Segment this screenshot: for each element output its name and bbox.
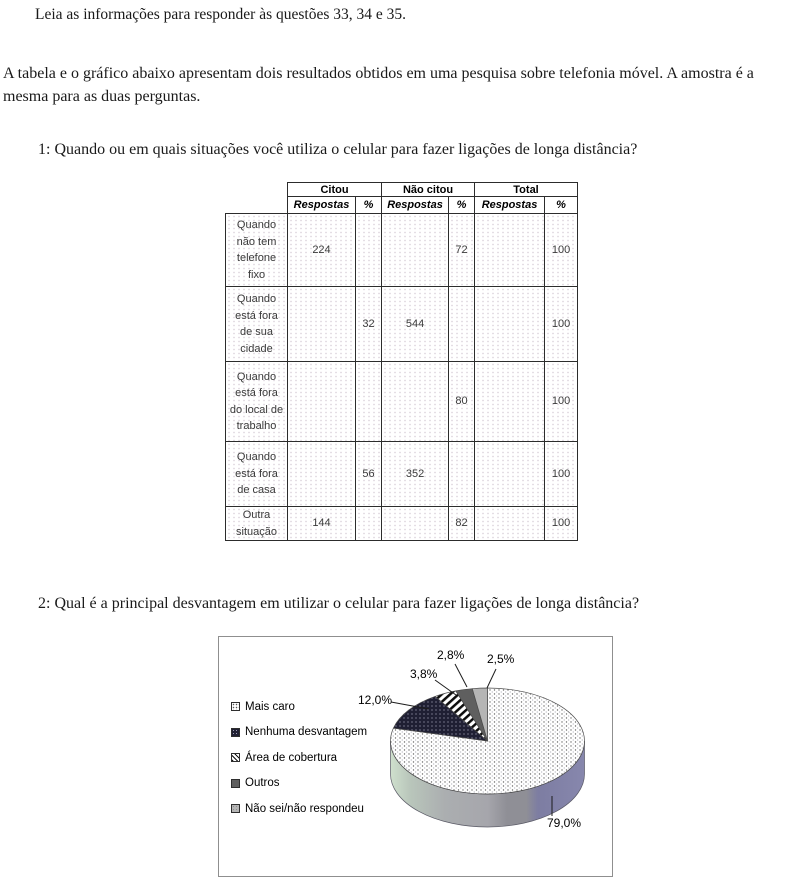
row-label: Quando está fora do local de trabalho [226,362,288,442]
legend-label: Área de cobertura [245,751,338,764]
table-cell [356,507,382,541]
table-cell: 100 [545,507,578,541]
table-cell [288,287,356,362]
table-cell: 72 [449,214,475,287]
legend-swatch-solid-dark-icon [231,779,240,788]
table-cell: 32 [356,287,382,362]
table-cell [475,362,545,442]
survey-table-container [225,182,578,541]
table-cell: 80 [449,362,475,442]
leader-line-2-5pct [487,669,496,688]
table-sub-header-row [226,197,578,214]
table-cell: 82 [449,507,475,541]
table-cell: 56 [356,442,382,507]
row-label: Quando está fora de sua cidade [226,287,288,362]
legend-item-mais-caro [231,694,367,720]
pie-chart-panel [218,636,613,877]
table-corner-cell [226,197,288,214]
pie-slices [390,688,584,794]
table-cell [449,442,475,507]
table-cell [382,507,449,541]
subheader-respostas: Respostas [288,197,356,214]
table-row [226,362,578,442]
intro-text: A tabela e o gráfico abaixo apresentam dois resultados obtidos em uma pesquisa sobre telefonia móvel. A amostra é a mesma para as duas perguntas. [3,65,754,105]
column-group-total: Total [475,183,578,197]
table-cell: 352 [382,442,449,507]
table-cell: 100 [545,362,578,442]
legend-item-area-de-cobertura [231,745,367,771]
question-2: 2: Qual é a principal desvantagem em utilizar o celular para fazer ligações de longa distância? [38,595,640,612]
leader-line-3-8pct [435,680,456,695]
table-row [226,507,578,541]
pie-label-mais-caro: 79,0% [547,816,582,830]
instruction-text: Leia as informações para responder às questões 33, 34 e 35. [35,6,407,23]
column-group-nao-citou: Não citou [382,183,475,197]
table-cell [475,287,545,362]
row-label: Quando não tem telefone fixo [226,214,288,287]
legend-label: Outros [245,777,280,790]
table-cell [475,507,545,541]
table-cell [449,287,475,362]
table-group-header-row [226,183,578,197]
legend-swatch-solid-light-icon [231,804,240,813]
legend-label: Mais caro [245,700,295,713]
legend-item-nao-sei [231,796,367,822]
column-group-citou: Citou [288,183,382,197]
table-cell: 144 [288,507,356,541]
table-cell: 100 [545,214,578,287]
table-cell [356,214,382,287]
table-row [226,442,578,507]
pie-label-nenhuma-desvantagem: 12,0% [358,693,393,707]
table-cell [382,362,449,442]
table-row [226,287,578,362]
table-cell: 100 [545,442,578,507]
chart-legend [231,694,367,822]
table-cell: 544 [382,287,449,362]
table-cell: 224 [288,214,356,287]
legend-item-outros [231,771,367,797]
question-1: 1: Quando ou em quais situações você utiliza o celular para fazer ligações de longa distância? [38,141,638,158]
legend-item-nenhuma-desvantagem [231,720,367,746]
legend-swatch-stripes-icon [231,753,240,762]
table-cell: 100 [545,287,578,362]
pie-label-outros: 2,8% [437,648,465,662]
survey-table [225,182,578,541]
subheader-respostas: Respostas [475,197,545,214]
table-cell [475,442,545,507]
table-cell [382,214,449,287]
legend-swatch-dots-dark-icon [231,728,240,737]
pie-label-nao-sei: 2,5% [487,652,515,666]
row-label: Outra situação [226,507,288,541]
table-row [226,214,578,287]
subheader-respostas: Respostas [382,197,449,214]
row-label: Quando está fora de casa [226,442,288,507]
table-corner-cell [226,183,288,197]
table-cell [356,362,382,442]
subheader-pct: % [356,197,382,214]
legend-label: Nenhuma desvantagem [245,726,368,739]
legend-label: Não sei/não respondeu [245,802,364,815]
subheader-pct: % [449,197,475,214]
leader-line-2-8pct [455,664,467,687]
pie-label-area-de-cobertura: 3,8% [410,667,438,681]
table-cell [288,442,356,507]
table-cell [475,214,545,287]
table-cell [288,362,356,442]
subheader-pct: % [545,197,578,214]
legend-swatch-dots-light-icon [231,702,240,711]
